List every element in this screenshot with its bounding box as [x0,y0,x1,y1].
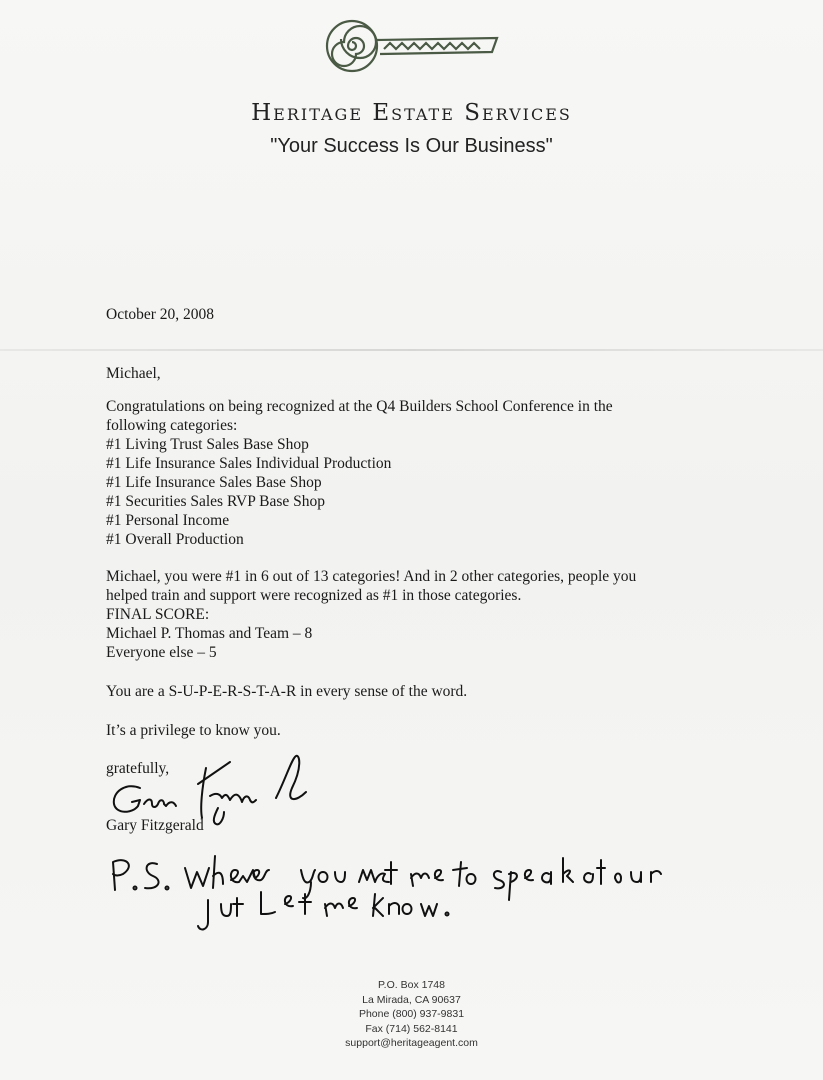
footer-phone: Phone (800) 937-9831 [358,1008,465,1020]
summary-line: Michael, you were #1 in 6 out of 13 categories! And in 2 other categories, people you [106,568,637,585]
final-score-heading: FINAL SCORE: [106,606,210,623]
intro-line: following categories: [106,417,238,434]
letterhead-footer [0,978,823,1051]
signer-name: Gary Fitzgerald [106,817,204,834]
category-item: #1 Life Insurance Sales Base Shop [106,474,322,491]
category-item: #1 Living Trust Sales Base Shop [106,436,309,453]
closing: gratefully, [106,760,170,777]
handwritten-postscript [105,838,665,938]
privilege-line: It’s a privilege to know you. [106,722,281,739]
footer-email: support@heritageagent.com [345,1037,478,1049]
category-item: #1 Securities Sales RVP Base Shop [106,493,326,510]
congratulations-paragraph [106,397,613,549]
spiral-key-logo-icon [322,18,502,74]
footer-city: La Mirada, CA 90637 [362,993,461,1006]
company-name: Heritage Estate Services [251,100,572,126]
category-item: #1 Personal Income [106,512,230,529]
summary-line: helped train and support were recognized as #1 in those categories. [106,587,522,604]
footer-fax: Fax (714) 562-8141 [365,1022,458,1035]
summary-paragraph [106,567,636,662]
category-item: #1 Life Insurance Sales Individual Production [106,455,392,472]
superstar-line: You are a S-U-P-E-R-S-T-A-R in every sense of the word. [106,683,468,700]
score-others: Everyone else – 5 [106,644,217,661]
category-item: #1 Overall Production [106,531,244,548]
paper-fold-line [0,349,823,351]
letter-date: October 20, 2008 [106,306,215,323]
score-team: Michael P. Thomas and Team – 8 [106,625,313,642]
company-tagline: "Your Success Is Our Business" [270,135,553,157]
intro-line: Congratulations on being recognized at the Q4 Builders School Conference in the [106,398,613,415]
salutation: Michael, [106,365,161,382]
footer-po-box: P.O. Box 1748 [378,979,445,991]
